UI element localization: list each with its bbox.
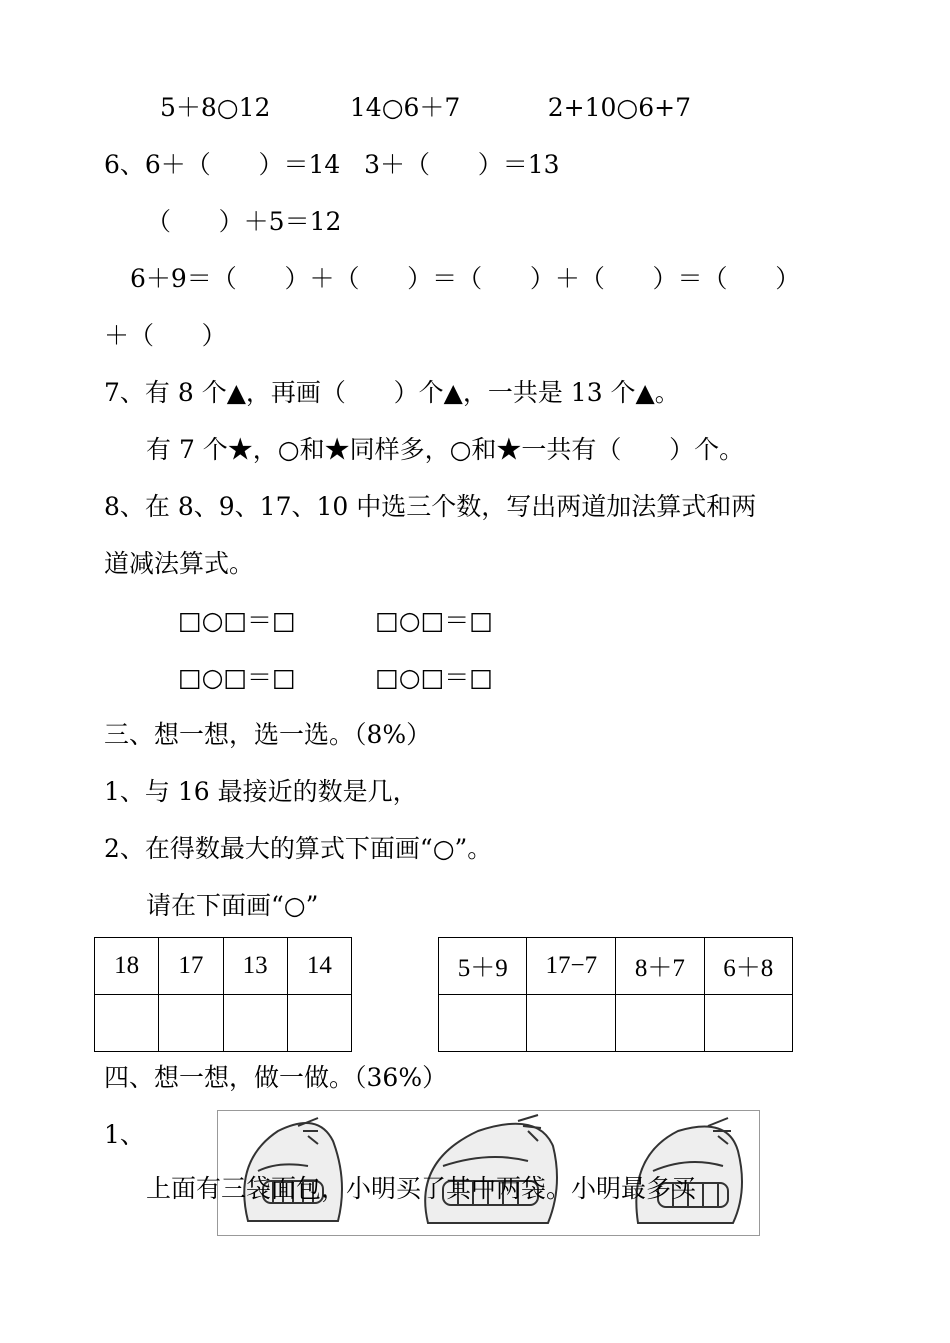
table-cell: 6＋8: [704, 938, 792, 995]
table-row: [95, 995, 352, 1052]
bread-bag-icon: [425, 1115, 557, 1223]
table-cell: 13: [223, 938, 287, 995]
answer-cell[interactable]: [439, 995, 527, 1052]
line-q6b: （ ）＋5＝12: [146, 207, 342, 236]
answer-cell[interactable]: [527, 995, 616, 1052]
table-cell: 8＋7: [616, 938, 704, 995]
answer-cell[interactable]: [287, 995, 351, 1052]
line-compare: 5＋8○12 14○6＋7 2+10○6+7: [160, 93, 691, 122]
line-s4-q1: 1、: [104, 1120, 145, 1149]
answer-cell[interactable]: [704, 995, 792, 1052]
table-row: [439, 995, 793, 1052]
line-q8a: 8、在 8、9、17、10 中选三个数，写出两道加法算式和两: [104, 492, 757, 521]
section-four-title: 四、想一想，做一做。（36%）: [104, 1063, 448, 1092]
line-q7a: 7、有 8 个▲，再画（ ）个▲，一共是 13 个▲。: [104, 378, 680, 407]
bread-question-text: 上面有三袋面包，小明买了其中两袋。小明最多买: [146, 1174, 697, 1203]
line-q6d: ＋（ ）: [104, 321, 227, 350]
line-s3-q1: 1、与 16 最接近的数是几，: [104, 777, 418, 806]
line-q8b: 道减法算式。: [104, 549, 255, 578]
line-boxes-1: □○□＝□ □○□＝□: [178, 606, 493, 635]
section-three-title: 三、想一想，选一选。（8%）: [104, 720, 432, 749]
line-q7b: 有 7 个★，○和★同样多，○和★一共有（ ）个。: [146, 435, 745, 464]
answer-cell[interactable]: [95, 995, 159, 1052]
table-row: [95, 938, 352, 995]
line-s3-q2-instruction: 请在下面画“○”: [146, 891, 319, 920]
bread-bag-icon: [244, 1118, 342, 1221]
line-s3-q2: 2、在得数最大的算式下面画“○”。: [104, 834, 493, 863]
line-q6a: 6、6＋（ ）＝14 3＋（ ）＝13: [104, 150, 560, 179]
table-cell: 18: [95, 938, 159, 995]
line-boxes-2: □○□＝□ □○□＝□: [178, 663, 493, 692]
table-cell: 17: [159, 938, 223, 995]
bread-bag-icon: [636, 1118, 742, 1223]
table-cell: 14: [287, 938, 351, 995]
table-cell: 5＋9: [439, 938, 527, 995]
expression-table: [438, 937, 793, 1052]
line-q6c: 6＋9＝（ ）＋（ ）＝（ ）＋（ ）＝（ ）: [130, 264, 801, 293]
answer-cell[interactable]: [616, 995, 704, 1052]
number-table: [94, 937, 352, 1052]
table-row: [439, 938, 793, 995]
table-cell: 17−7: [527, 938, 616, 995]
answer-cell[interactable]: [159, 995, 223, 1052]
answer-cell[interactable]: [223, 995, 287, 1052]
